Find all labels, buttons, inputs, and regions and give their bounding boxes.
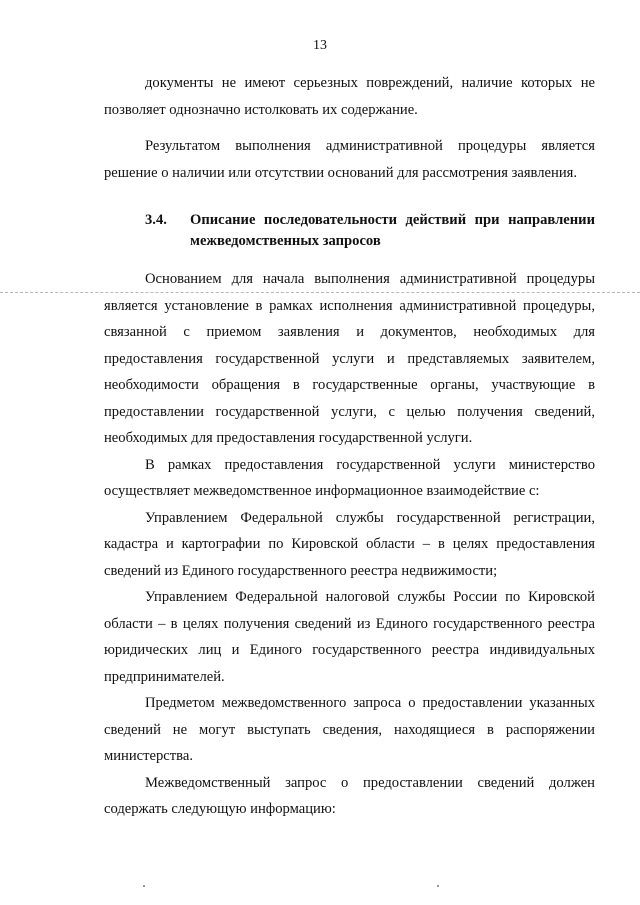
paragraph-request-content: Межведомственный запрос о предоставлении сведений должен содержать следующую информацию: bbox=[104, 774, 595, 817]
paragraph-interagency-interaction: В рамках предоставления государственной услуги министерство осуществляет межведомственное информационное взаимодействие с: bbox=[104, 456, 595, 499]
section-number: 3.4. bbox=[145, 212, 167, 228]
paragraph-tax-service: Управлением Федеральной налоговой службы России по Кировской области – в целях получения сведений из Единого государственного реестра юридических лиц и Единого государственного реестра индивидуальных предпринимателей. bbox=[104, 589, 595, 685]
paragraph-request-subject: Предметом межведомственного запроса о предоставлении указанных сведений не могут выступать сведения, находящиеся в распоряжении министерства. bbox=[104, 695, 595, 764]
paragraph-procedure-basis: Основанием для начала выполнения административной процедуры является установление в рамках исполнения административной процедуры, связанной с приемом заявления и документов, необходимых для предоставления государственной услуги и представляемых заявителем, необходимости обращения в государственные органы, участвующие в предоставлении государственной услуги, с целью получения сведений, необходимых для предоставления государственной услуги. bbox=[104, 271, 595, 446]
scan-dot bbox=[437, 885, 439, 887]
section-title: Описание последовательности действий при направлении межведомственных запросов bbox=[190, 212, 595, 249]
document-body bbox=[104, 70, 595, 823]
scan-dot bbox=[143, 885, 145, 887]
section-heading bbox=[104, 210, 595, 252]
paragraph-documents-damage: документы не имеют серьезных повреждений, наличие которых не позволяет однозначно истолковать их содержание. bbox=[104, 75, 595, 118]
paragraph-rosreestr: Управлением Федеральной службы государственной регистрации, кадастра и картографии по Кировской области – в целях предоставления сведений из Единого государственного реестра недвижимости; bbox=[104, 509, 595, 579]
page-number: 13 bbox=[313, 38, 327, 53]
paragraph-procedure-result: Результатом выполнения административной процедуры является решение о наличии или отсутствии оснований для рассмотрения заявления. bbox=[104, 138, 595, 181]
